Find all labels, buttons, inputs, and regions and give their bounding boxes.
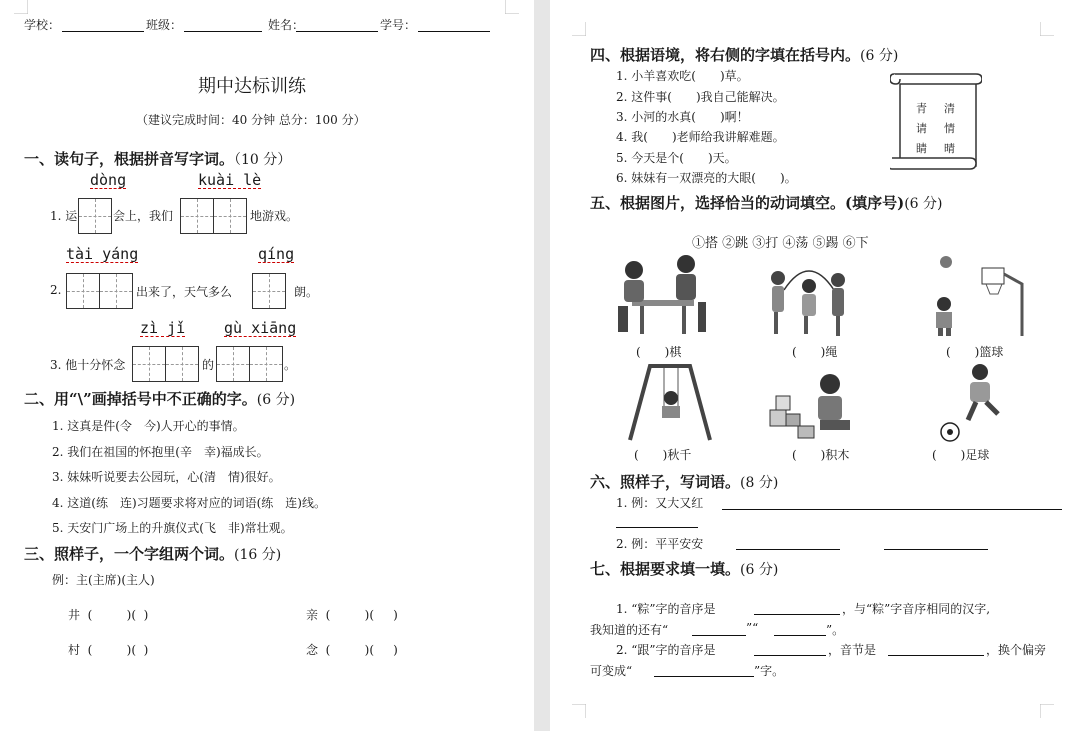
- name-label: 姓名：: [268, 18, 305, 32]
- school-label: 学校：: [24, 18, 61, 32]
- jump-rope-icon: [764, 258, 854, 338]
- pic-label: ( )足球: [932, 448, 990, 462]
- character-scroll: [890, 70, 982, 172]
- s7-q1-e: ”。: [826, 623, 845, 637]
- answer-line[interactable]: [888, 655, 984, 656]
- verb-options: ①搭 ②跳 ③打 ④荡 ⑤踢 ⑥下: [692, 236, 869, 251]
- s3-row-left: 村 ( )( ): [68, 643, 149, 657]
- answer-line[interactable]: [884, 549, 988, 550]
- answer-line[interactable]: [774, 635, 826, 636]
- s6-example-2: 2. 例：平平安安: [616, 537, 704, 551]
- s7-q2-c: ，换个偏旁: [986, 643, 1047, 657]
- scroll-char: 晴: [944, 142, 955, 155]
- pinyin-taiyang: tài yáng: [66, 245, 139, 263]
- scroll-icon: [890, 70, 982, 172]
- s7-q1-c: 我知道的还有“: [590, 623, 669, 637]
- pic-label: ( )积木: [792, 448, 850, 462]
- s2-item: 3. 妹妹听说要去公园玩，心(清 情)很好。: [52, 470, 281, 484]
- s7-q2-d: 可变成“: [590, 664, 633, 678]
- s7-q2-b: ，音节是: [828, 643, 877, 657]
- s4-item: 5. 今天是个( )天。: [616, 151, 737, 165]
- answer-line[interactable]: [654, 676, 754, 677]
- s2-item: 2. 我们在祖国的怀抱里(辛 幸)福成长。: [52, 445, 269, 459]
- number-label: 学号：: [380, 18, 417, 32]
- s4-item: 4. 我( )老师给我讲解难题。: [616, 130, 785, 144]
- q3-end: 。: [284, 358, 297, 372]
- writing-grid[interactable]: [78, 198, 112, 234]
- s4-item: 6. 妹妹有一双漂亮的大眼( )。: [616, 171, 797, 185]
- s7-q2-a: 2. “跟”字的音序是: [616, 643, 716, 657]
- number-field[interactable]: [418, 31, 490, 32]
- section-4-heading: 四、根据语境，将右侧的字填在括号内。(6 分): [590, 46, 899, 64]
- s7-q2-e: ”字。: [754, 664, 785, 678]
- worksheet-page-right: [550, 0, 1080, 731]
- name-field[interactable]: [296, 31, 378, 32]
- crop-mark-icon: [14, 0, 28, 14]
- q1-end: 地游戏。: [250, 209, 299, 223]
- pinyin-dong: dòng: [90, 171, 127, 189]
- q1-start: 1. 运: [50, 209, 78, 223]
- chess-players-icon: [612, 254, 712, 338]
- s4-item: 1. 小羊喜欢吃( )草。: [616, 69, 749, 83]
- pinyin-qing: qíng: [258, 245, 295, 263]
- section-2-heading: 二、用“\”画掉括号中不正确的字。(6 分): [24, 390, 296, 408]
- s4-item: 2. 这件事( )我自己能解决。: [616, 90, 785, 104]
- s2-item: 1. 这真是件(令 今)人开心的事情。: [52, 419, 245, 433]
- s4-item: 3. 小河的水真( )啊！: [616, 110, 749, 124]
- class-label: 班级：: [146, 18, 183, 32]
- scroll-char: 情: [944, 122, 955, 135]
- q2-mid: 出来了，天气多么: [136, 285, 233, 299]
- s3-example: 例：主(主席)(主人): [52, 573, 155, 587]
- s7-q1-d: ”“: [746, 621, 759, 635]
- section-7-heading: 七、根据要求填一填。(6 分): [590, 560, 779, 578]
- q2-start: 2.: [50, 283, 62, 297]
- q3-start: 3. 他十分怀念: [50, 358, 126, 372]
- swing-icon: [620, 362, 720, 442]
- s7-q1-a: 1. “粽”字的音序是: [616, 602, 716, 616]
- writing-grid[interactable]: [216, 346, 283, 382]
- s2-item: 5. 天安门广场上的升旗仪式(飞 非)常壮观。: [52, 521, 293, 535]
- section-1-heading: 一、读句子，根据拼音写字词。（10 分）: [24, 150, 292, 168]
- crop-mark-icon: [572, 704, 586, 718]
- crop-mark-icon: [505, 0, 519, 14]
- writing-grid[interactable]: [66, 273, 133, 309]
- basketball-icon: [926, 254, 1026, 338]
- crop-mark-icon: [1040, 22, 1054, 36]
- pinyin-guxiang: gù xiāng: [224, 319, 297, 337]
- pinyin-ziji: zì jǐ: [140, 319, 186, 337]
- section-6-heading: 六、照样子，写词语。(8 分): [590, 473, 779, 491]
- answer-line[interactable]: [736, 549, 840, 550]
- s3-row-left: 井 ( )( ): [68, 608, 149, 622]
- scroll-char: 青: [916, 102, 927, 115]
- answer-line[interactable]: [754, 655, 826, 656]
- q1-mid: 会上，我们: [113, 209, 174, 223]
- answer-line[interactable]: [616, 527, 698, 528]
- writing-grid[interactable]: [252, 273, 286, 309]
- scroll-char: 睛: [916, 142, 927, 155]
- pic-label: ( )篮球: [946, 345, 1004, 359]
- answer-line[interactable]: [722, 509, 1062, 510]
- page-title: 期中达标训练: [198, 76, 306, 97]
- section-5-heading: 五、根据图片，选择恰当的动词填空。(填序号)(6 分): [590, 194, 943, 212]
- s3-row-right: 亲 ( )( ): [306, 608, 398, 622]
- pic-label: ( )棋: [636, 345, 682, 359]
- football-icon: [938, 362, 1014, 442]
- section-3-heading: 三、照样子，一个字组两个词。(16 分): [24, 545, 282, 563]
- s6-example-1: 1. 例：又大又红: [616, 496, 704, 510]
- building-blocks-icon: [768, 370, 858, 442]
- writing-grid[interactable]: [132, 346, 199, 382]
- crop-mark-icon: [1040, 704, 1054, 718]
- pinyin-kuaile: kuài lè: [198, 171, 262, 189]
- pic-label: ( )秋千: [634, 448, 692, 462]
- page-subtitle: （建议完成时间：40 分钟 总分：100 分）: [136, 113, 366, 127]
- s3-row-right: 念 ( )( ): [306, 643, 398, 657]
- s2-item: 4. 这道(练 连)习题要求将对应的词语(练 连)线。: [52, 496, 326, 510]
- s7-q1-b: ，与“粽”字音序相同的汉字,: [842, 602, 991, 616]
- scroll-char: 请: [916, 122, 927, 135]
- crop-mark-icon: [572, 22, 586, 36]
- pic-label: ( )绳: [792, 345, 838, 359]
- answer-line[interactable]: [692, 635, 746, 636]
- worksheet-page-left: [0, 0, 534, 731]
- class-field[interactable]: [184, 31, 262, 32]
- q2-end: 朗。: [294, 285, 319, 299]
- scroll-char: 清: [944, 102, 955, 115]
- writing-grid[interactable]: [180, 198, 247, 234]
- q3-mid: 的: [202, 358, 215, 372]
- school-field[interactable]: [62, 31, 144, 32]
- answer-line[interactable]: [754, 614, 840, 615]
